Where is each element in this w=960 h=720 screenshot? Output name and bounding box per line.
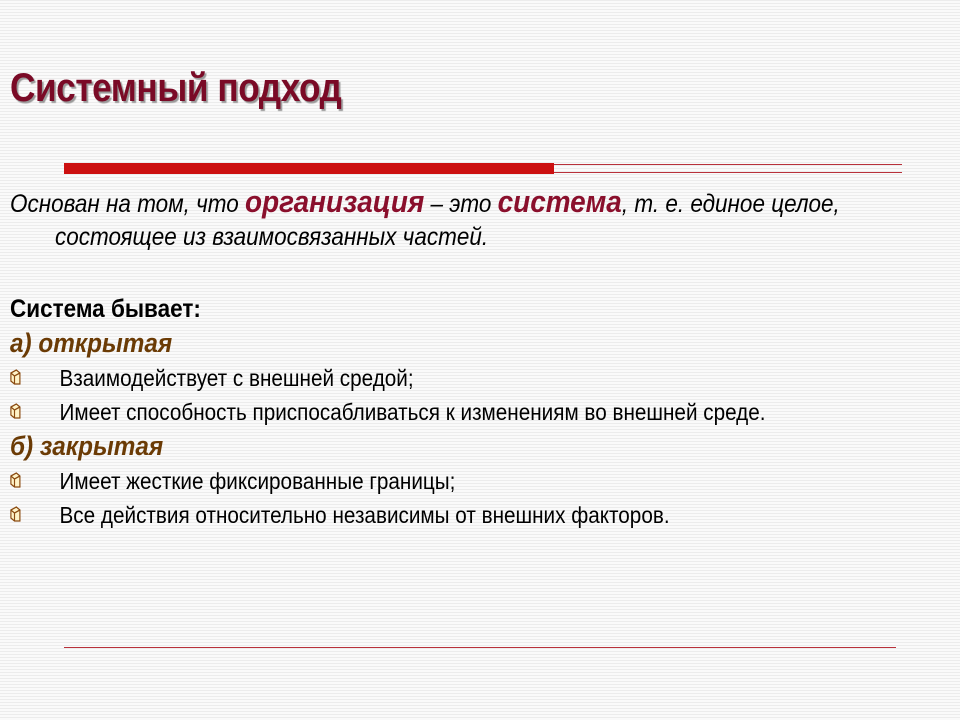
intro-text-2: – это [424, 190, 498, 218]
list-item [10, 464, 847, 498]
keyword-system: система [497, 184, 622, 219]
open-box-bullet-icon [10, 506, 21, 522]
red-accent-bar [64, 163, 554, 174]
open-box-bullet-icon [10, 369, 21, 385]
thin-rule-lower [554, 172, 902, 173]
list-item [10, 361, 847, 395]
intro-paragraph [10, 185, 955, 254]
open-box-bullet-icon [10, 403, 21, 419]
system-types-header: Система бывает: [10, 295, 201, 323]
keyword-organization: организация [245, 184, 425, 219]
list-item-text: Взаимодействует с внешней средой; [59, 365, 414, 391]
list-item-text: Имеет жесткие фиксированные границы; [59, 468, 456, 494]
bottom-rule [64, 647, 896, 648]
open-box-bullet-icon [10, 472, 21, 488]
section-heading-closed: б) закрытая [10, 431, 164, 461]
open-system-list [10, 361, 847, 429]
closed-system-list [10, 464, 847, 532]
list-item-text: Все действия относительно независимы от внешних факторов. [59, 502, 670, 528]
list-item [10, 395, 847, 429]
thin-rule-upper [554, 164, 902, 165]
intro-text-3: , т. е. единое целое, состоящее из взаимосвязанных частей. [55, 190, 840, 251]
title-underline-decoration [64, 163, 902, 177]
section-heading-open: а) открытая [10, 328, 173, 358]
list-item-text: Имеет способность приспосабливаться к изменениям во внешней среде. [59, 399, 766, 425]
slide-title: Системный подход [10, 66, 342, 110]
intro-text-1: Основан на том, что [10, 190, 246, 218]
list-item [10, 498, 847, 532]
slide-body [10, 185, 847, 532]
